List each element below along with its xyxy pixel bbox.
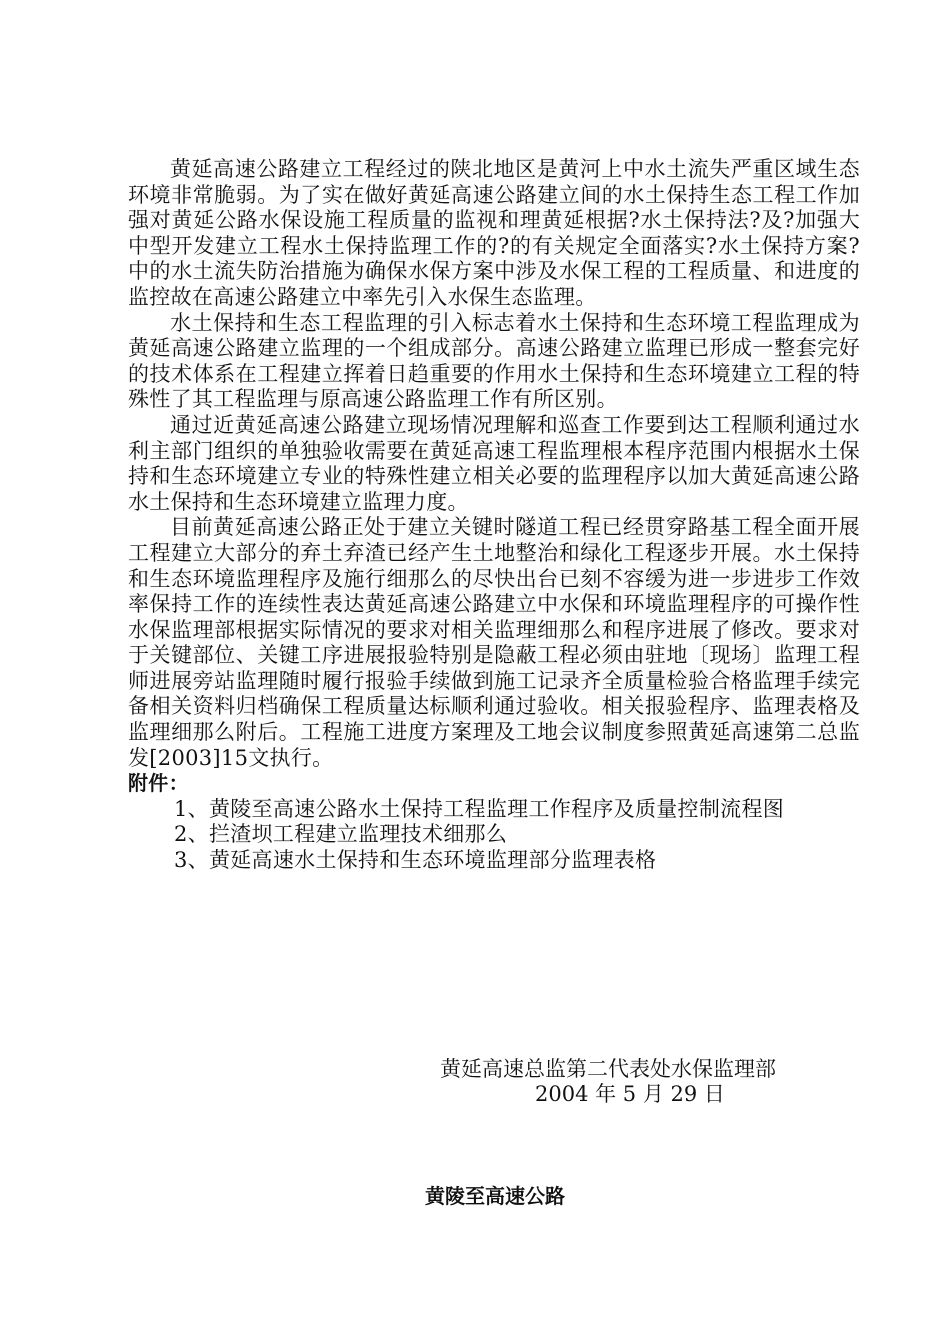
signature-date: 2004 年 5 月 29 日 <box>535 1082 725 1106</box>
signature-organization: 黄延高速总监第二代表处水保监理部 <box>440 1057 776 1081</box>
attachment-item-2: 2、拦渣坝工程建立监理技术细那么 <box>174 822 508 847</box>
body-paragraph-3: 通过近黄延高速公路建立现场情况理解和巡查工作要到达工程顺利通过水利主部门组织的单独验收需要在黄延高速工程监理根本程序范围内根据水土保持和生态环境建立专业的特殊性建立相关必要的监理程序以加大黄延高速公路水土保持和生态环境建立监理力度。 <box>128 412 860 514</box>
attachment-item-3: 3、黄延高速水土保持和生态环境监理部分监理表格 <box>174 848 657 873</box>
attachment-item-1: 1、黄陵至高速公路水土保持工程监理工作程序及质量控制流程图 <box>174 796 785 821</box>
signature-block <box>440 1057 840 1107</box>
body-paragraph-2: 水土保持和生态工程监理的引入标志着水土保持和生态环境工程监理成为黄延高速公路建立监理的一个组成部分。高速公路建立监理已形成一整套完好的技术体系在工程建立挥着日趋重要的作用水土保持和生态环境建立工程的特殊性了其工程监理与原高速公路监理工作有所区别。 <box>128 310 860 412</box>
attachments-heading: 附件： <box>128 771 189 796</box>
body-paragraph-4: 目前黄延高速公路正处于建立关键时隧道工程已经贯穿路基工程全面开展工程建立大部分的弃土弃渣已经产生土地整治和绿化工程逐步开展。水土保持和生态环境监理程序及施行细那么的尽快出台已刻不容缓为进一步进步工作效率保持工作的连续性表达黄延高速公路建立中水保和环境监理程序的可操作性水保监理部根据实际情况的要求对相关监理细那么和程序进展了修改。要求对于关键部位、关键工序进展报验特别是隐蔽工程必须由驻地〔现场〕监理工程师进展旁站监理随时履行报验手续做到施工记录齐全质量检验合格监理手续完备相关资料归档确保工程质量达标顺利通过验收。相关报验程序、监理表格及监理细那么附后。工程施工进度方案理及工地会议制度参照黄延高速第二总监发[2003]15文执行。 <box>128 515 860 770</box>
next-section-title: 黄陵至高速公路 <box>425 1184 565 1208</box>
body-paragraph-1: 黄延高速公路建立工程经过的陕北地区是黄河上中水土流失严重区域生态环境非常脆弱。为了实在做好黄延高速公路建立间的水土保持生态工程工作加强对黄延公路水保设施工程质量的监视和理黄延根据?水土保持法?及?加强大中型开发建立工程水土保持监理工作的?的有关规定全面落实?水土保持方案?中的水土流失防治措施为确保水保方案中涉及水保工程的工程质量、和进度的监控故在高速公路建立中率先引入水保生态监理。 <box>128 157 860 309</box>
document-body <box>128 157 860 874</box>
